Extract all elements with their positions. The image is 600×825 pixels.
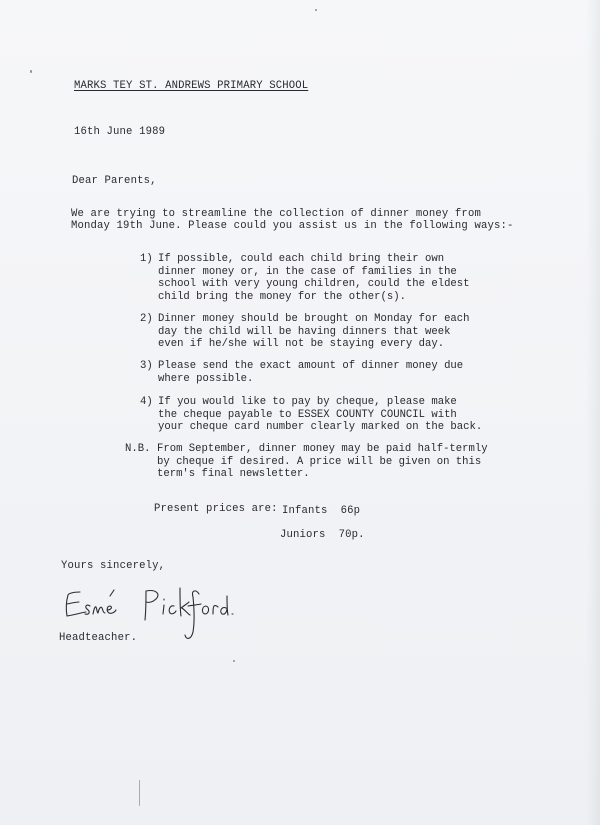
- item-line: dinner money or, in the case of families in the: [158, 265, 457, 278]
- price-infants: Infants 66p: [282, 505, 361, 517]
- item-line: even if he/she will not be staying every day.: [158, 338, 445, 351]
- scan-speck: [30, 70, 32, 73]
- scan-speck: [233, 660, 235, 662]
- scan-speck: [139, 780, 140, 806]
- price-juniors: Juniors 70p.: [280, 529, 365, 541]
- intro-paragraph: [71, 208, 514, 232]
- item-number: 1): [140, 253, 153, 265]
- school-heading: MARKS TEY ST. ANDREWS PRIMARY SCHOOL: [74, 80, 309, 92]
- salutation: Dear Parents,: [72, 175, 157, 187]
- nb-line: by cheque if desired. A price will be given on this: [157, 455, 482, 468]
- item-line: child bring the money for the other(s).: [158, 290, 406, 303]
- item-line: If you would like to pay by cheque, please make: [158, 396, 457, 408]
- page-edge-shadow: [586, 0, 600, 825]
- item-line: Dinner money should be brought on Monday for each: [158, 313, 470, 325]
- scan-speck: [315, 9, 317, 11]
- item-number: 2): [140, 313, 153, 325]
- signatory-role: Headteacher.: [59, 632, 138, 644]
- item-line: your cheque card number clearly marked on the back.: [158, 421, 483, 434]
- closing: Yours sincerely,: [61, 560, 166, 572]
- nb-label: N.B.: [125, 443, 151, 455]
- nb-line: From September, dinner money may be paid half-termly: [157, 443, 488, 455]
- prices-label: Present prices are:: [154, 503, 278, 515]
- item-line: Please send the exact amount of dinner money due: [158, 360, 464, 372]
- letter-date: 16th June 1989: [74, 126, 166, 138]
- intro-line: We are trying to streamline the collection of dinner money from: [71, 208, 481, 220]
- item-line: where possible.: [158, 372, 254, 385]
- item-line: If possible, could each child bring their own: [158, 253, 445, 265]
- intro-line: Monday 19th June. Please could you assist us in the following ways:-: [71, 220, 514, 232]
- item-number: 3): [140, 360, 153, 372]
- item-line: day the child will be having dinners that week: [158, 325, 451, 338]
- item-line: school with very young children, could the eldest: [158, 278, 470, 291]
- nb-line: term's final newsletter.: [157, 468, 310, 481]
- item-line: the cheque payable to ESSEX COUNTY COUNCIL with: [158, 408, 457, 421]
- item-number: 4): [140, 396, 153, 408]
